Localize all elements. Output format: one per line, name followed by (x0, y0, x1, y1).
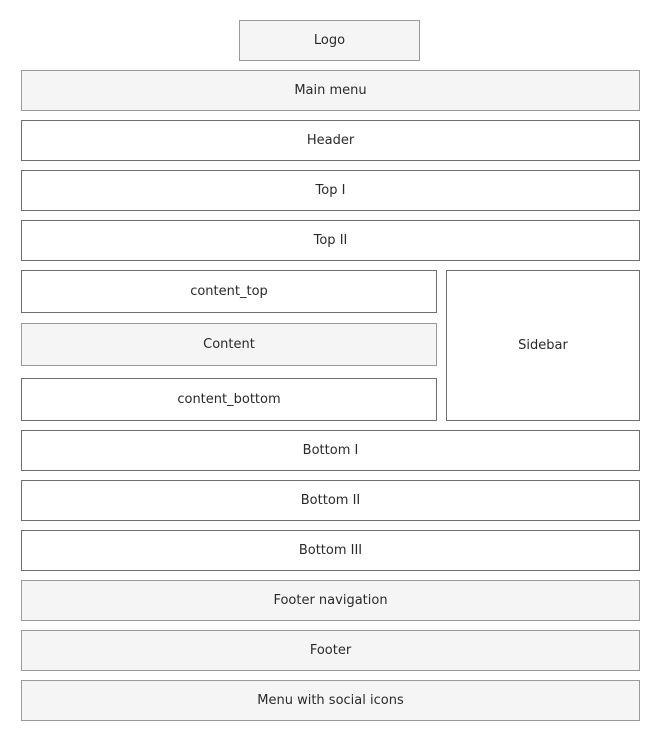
logo-region (239, 20, 420, 61)
content-top-region (21, 270, 437, 313)
top-1-region-label: Top I (315, 183, 346, 198)
top-2-region-label: Top II (313, 233, 348, 248)
content-region-label: Content (203, 337, 255, 352)
header-region-label: Header (306, 133, 355, 148)
sidebar-region (446, 270, 640, 421)
bottom-2-region (21, 480, 640, 521)
bottom-3-region (21, 530, 640, 571)
content-bottom-region (21, 378, 437, 421)
main-menu-region-label: Main menu (294, 83, 367, 98)
footer-navigation-region-label: Footer navigation (273, 593, 388, 608)
logo-region-label: Logo (313, 33, 346, 48)
top-1-region (21, 170, 640, 211)
header-region (21, 120, 640, 161)
bottom-1-region-label: Bottom I (302, 443, 359, 458)
footer-region (21, 630, 640, 671)
bottom-1-region (21, 430, 640, 471)
bottom-2-region-label: Bottom II (300, 493, 361, 508)
content-top-region-label: content_top (190, 284, 268, 299)
top-2-region (21, 220, 640, 261)
content-region (21, 323, 437, 366)
bottom-3-region-label: Bottom III (298, 543, 363, 558)
content-bottom-region-label: content_bottom (177, 392, 281, 407)
social-menu-region (21, 680, 640, 721)
social-menu-region-label: Menu with social icons (257, 693, 404, 708)
sidebar-region-label: Sidebar (518, 338, 568, 353)
footer-region-label: Footer (309, 643, 352, 658)
main-menu-region (21, 70, 640, 111)
footer-navigation-region (21, 580, 640, 621)
